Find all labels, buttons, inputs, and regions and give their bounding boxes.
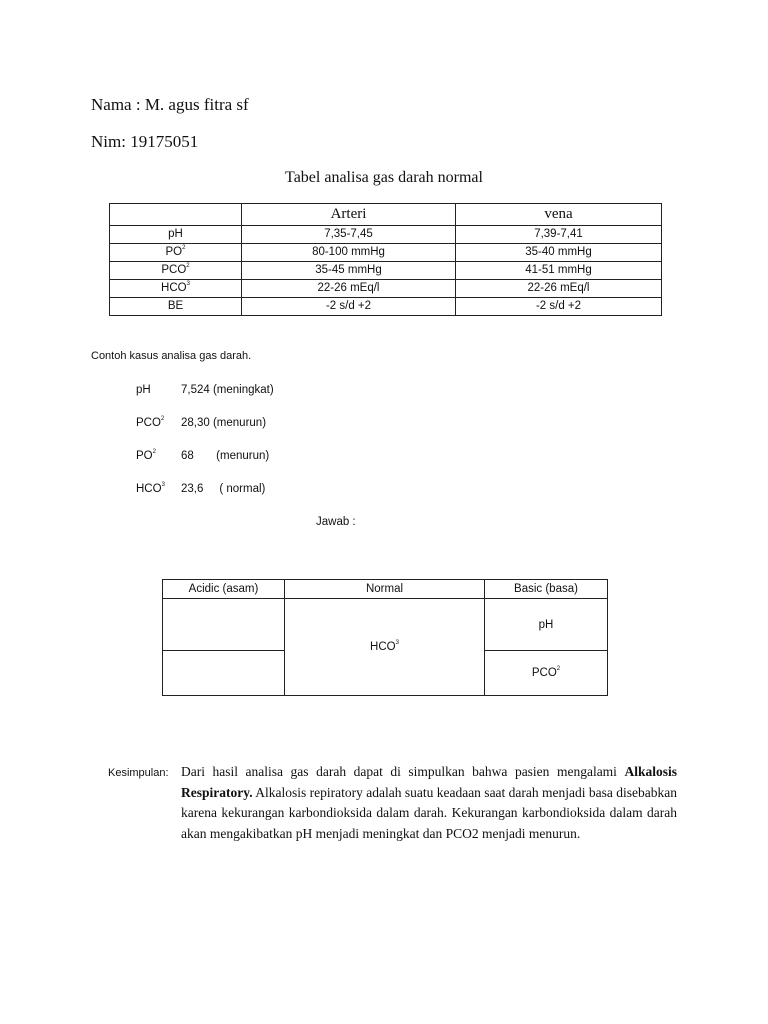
arteri-value: 22-26 mEq/l — [242, 280, 456, 298]
arteri-value: 7,35-7,45 — [242, 226, 456, 244]
table-row — [110, 226, 662, 244]
table-title: Tabel analisa gas darah normal — [285, 169, 483, 186]
arteri-value: -2 s/d +2 — [242, 298, 456, 316]
table-row — [110, 244, 662, 262]
arteri-value: 35-45 mmHg — [242, 262, 456, 280]
analysis-row — [163, 599, 608, 651]
header-acidic: Acidic (asam) — [163, 580, 285, 599]
vena-value: 7,39-7,41 — [456, 226, 662, 244]
normal-cell: HCO$^3$ — [285, 599, 485, 696]
basic-cell: PCO$^2$ — [485, 651, 608, 696]
conclusion-label: Kesimpulan: — [108, 767, 169, 779]
basic-cell: pH — [485, 599, 608, 651]
conclusion-diagnosis: Alkalosis Respiratory. — [181, 764, 677, 800]
answer-label: Jawab : — [316, 516, 356, 528]
header-basic: Basic (basa) — [485, 580, 608, 599]
column-header-vena: vena — [456, 204, 662, 226]
case-title: Contoh kasus analisa gas darah. — [91, 350, 252, 362]
vena-value: -2 s/d +2 — [456, 298, 662, 316]
normal-values-table — [109, 203, 662, 316]
case-value: 7,524 (meningkat) — [181, 384, 274, 396]
conclusion-intro: Dari hasil analisa gas darah dapat di simpulkan bahwa pasien mengalami — [181, 764, 617, 779]
table-row — [110, 262, 662, 280]
header-normal: Normal — [285, 580, 485, 599]
case-param: PCO$^2$ — [136, 416, 165, 429]
arteri-value: 80-100 mmHg — [242, 244, 456, 262]
param-cell: pH — [110, 226, 242, 244]
vena-value: 41-51 mmHg — [456, 262, 662, 280]
param-cell: $PO^2$ — [110, 244, 242, 262]
case-param: $PO^2$ — [136, 449, 156, 462]
student-name: Nama : M. agus fitra sf — [91, 95, 249, 114]
vena-value: 22-26 mEq/l — [456, 280, 662, 298]
analysis-header-row — [163, 580, 608, 599]
table-row — [110, 280, 662, 298]
table-row — [110, 298, 662, 316]
param-cell: PCO$^2$ — [110, 262, 242, 280]
case-value: 28,30 (menurun) — [181, 417, 267, 429]
acidic-cell — [163, 651, 285, 696]
conclusion-text — [181, 762, 677, 844]
table-header-row — [110, 204, 662, 226]
student-nim: Nim: 19175051 — [91, 132, 199, 151]
vena-value: 35-40 mmHg — [456, 244, 662, 262]
case-value: 23,6 ( normal) — [181, 483, 266, 495]
case-param: HCO$^3$ — [136, 482, 165, 495]
analysis-table — [162, 579, 608, 696]
conclusion-body: Alkalosis repiratory adalah suatu keadaan saat darah menjadi basa disebabkan karena kekurangan karbondioksida dalam darah. Kekurangan karbondioksida dalam darah akan mengakibatkan pH menjadi meningkat dan PCO2 menjadi menurun. — [181, 784, 677, 841]
acidic-cell — [163, 599, 285, 651]
case-value: 68 (menurun) — [181, 450, 270, 462]
case-param: pH — [136, 384, 151, 396]
column-header — [110, 204, 242, 226]
param-cell: HCO$^3$ — [110, 280, 242, 298]
param-cell: BE — [110, 298, 242, 316]
column-header-arteri: Arteri — [242, 204, 456, 226]
